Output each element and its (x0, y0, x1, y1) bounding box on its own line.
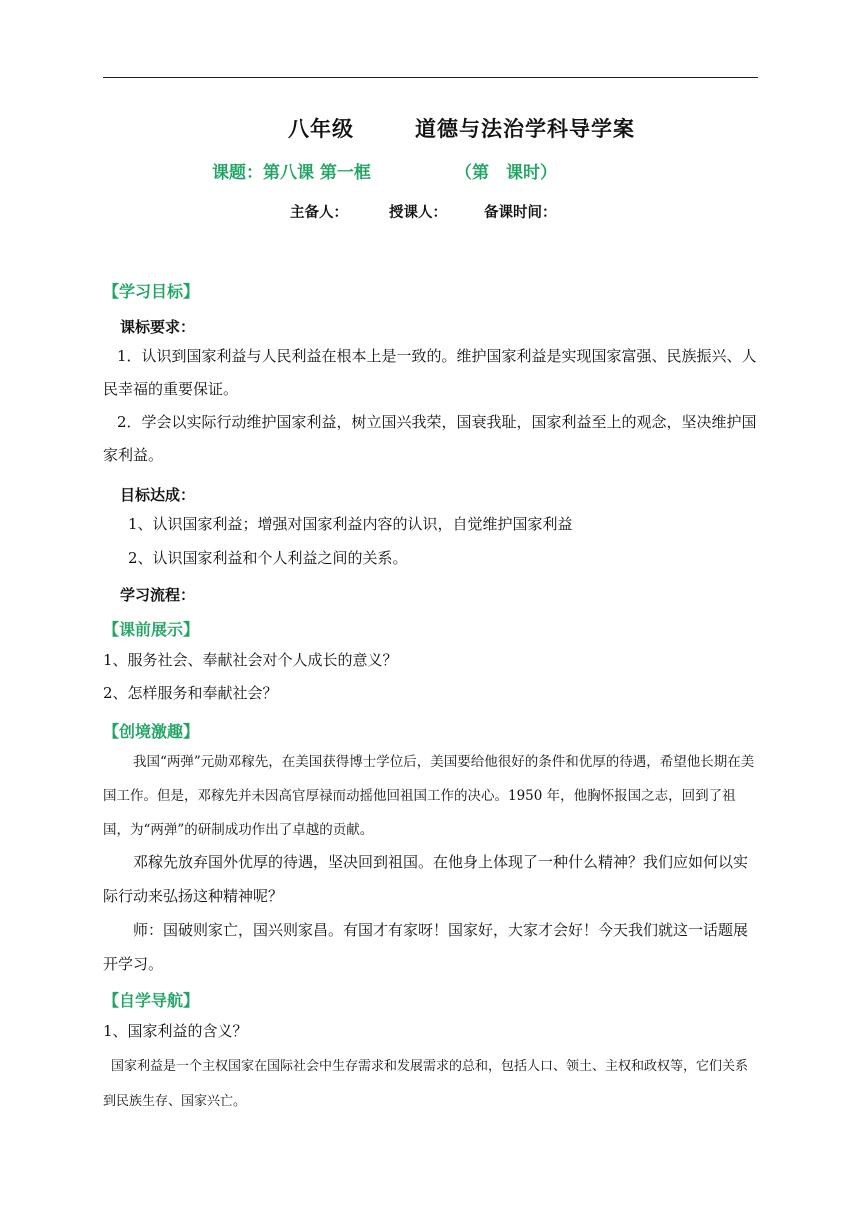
standard-label: 课标要求： (120, 318, 196, 336)
standard-item-1: 1．认识到国家利益与人民利益在根本上是一致的。维护国家利益是实现国家富强、民族振兴、人民幸福的重要保证。 (103, 347, 757, 398)
topic-label: 课题：第八课 第一框 (212, 163, 371, 183)
selfstudy-question-1: 1、国家利益的含义？ (103, 1022, 248, 1040)
achieve-item-1: 1、认识国家利益；增强对国家利益内容的认识，自觉维护国家利益 (128, 515, 573, 533)
header-rule (103, 77, 758, 78)
flow-label: 学习流程： (120, 586, 196, 604)
lesson-label: （第 课时） (455, 163, 557, 183)
selfstudy-heading: 【自学导航】 (103, 991, 200, 1010)
achieve-item-2: 2、认识国家利益和个人利益之间的关系。 (128, 549, 408, 567)
lecturer-label: 授课人： (389, 205, 447, 221)
scenario-story: 我国“两弹”元勋邓稼先，在美国获得博士学位后，美国要给他很好的条件和优厚的待遇，希望他长期在美国工作。但是，邓稼先并未因高官厚禄而动摇他回祖国工作的决心。1950 年，他胸怀报国之志，回到了祖国，为“两弹”的研制成功作出了卓越的贡献。 (103, 754, 755, 838)
prep-time-label: 备课时间： (484, 205, 557, 221)
subject-title: 道德与法治学科导学案 (415, 117, 635, 141)
scenario-teacher: 师：国破则家亡，国兴则家昌。有国才有家呀！国家好，大家才会好！今天我们就这一话题展开学习。 (103, 921, 749, 973)
preparer-label: 主备人： (290, 205, 348, 221)
goals-heading: 【学习目标】 (103, 282, 200, 301)
preview-heading: 【课前展示】 (103, 620, 200, 639)
preview-question-2: 2、怎样服务和奉献社会？ (103, 684, 278, 702)
selfstudy-answer: 国家利益是一个主权国家在国际社会中生存需求和发展需求的总和，包括人口、领土、主权和政权等，它们关系到民族生存、国家兴亡。 (103, 1059, 749, 1109)
grade-title: 八年级 (288, 117, 354, 141)
scenario-question: 邓稼先放弃国外优厚的待遇，坚决回到祖国。在他身上体现了一种什么精神？我们应如何以实际行动来弘扬这种精神呢？ (103, 853, 749, 905)
preview-question-1: 1、服务社会、奉献社会对个人成长的意义？ (103, 651, 398, 669)
standard-item-2: 2．学会以实际行动维护国家利益，树立国兴我荣，国衰我耻，国家利益至上的观念，坚决维护国家利益。 (103, 413, 757, 464)
scenario-heading: 【创境激趣】 (103, 722, 200, 741)
achieve-label: 目标达成： (120, 486, 196, 504)
